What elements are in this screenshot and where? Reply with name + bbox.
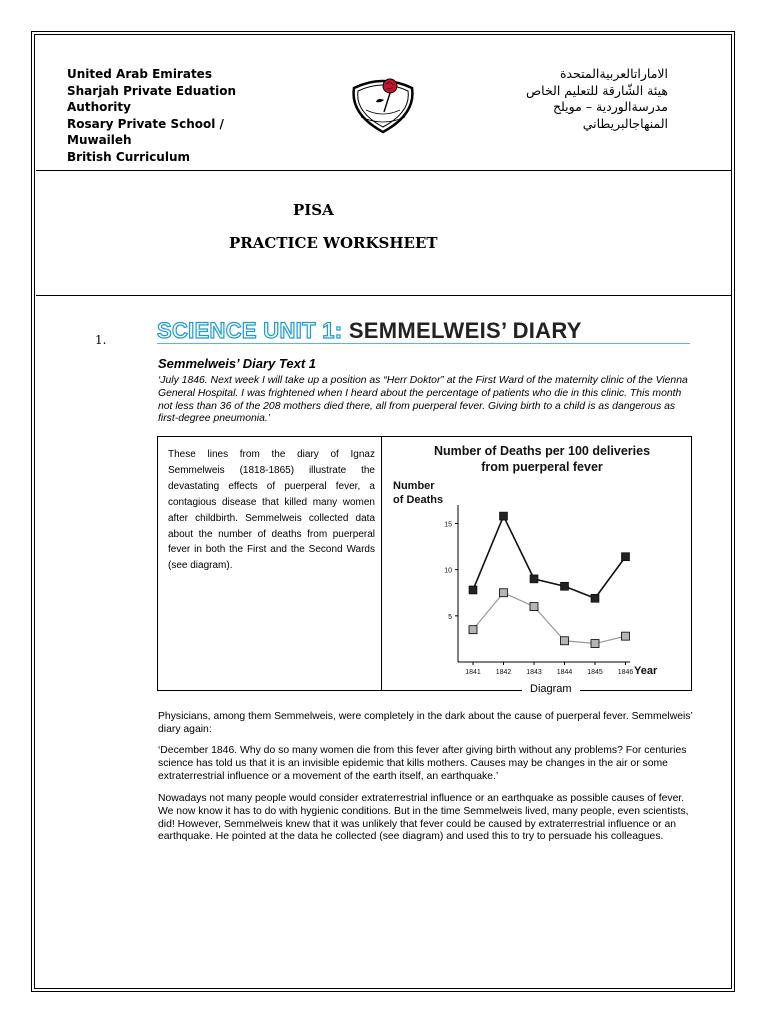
chart-title-line-2: from puerperal fever <box>481 460 603 474</box>
x-tick-label: 1846 <box>617 669 634 676</box>
header-arabic <box>526 66 668 132</box>
x-tick-label: 1843 <box>526 669 542 676</box>
data-point <box>530 603 538 611</box>
header-divider <box>36 170 732 171</box>
worksheet-title: PRACTICE WORKSHEET <box>229 234 438 252</box>
deaths-chart <box>383 437 690 689</box>
x-tick-label: 1845 <box>587 669 603 676</box>
x-axis-label: Year <box>634 665 658 677</box>
header-line: Sharjah Private Eduation <box>67 83 236 98</box>
y-axis-label-line-2: of Deaths <box>393 494 444 506</box>
worksheet-title-pisa: PISA <box>293 201 334 219</box>
series-line-2 <box>473 593 626 644</box>
diary-quote-1: ‘July 1846. Next week I will take up a position as “Herr Doktor” at the First Ward of the maternity clinic of the Vienna General Hospital. I was frightened when I heard about the percentage of patients who die in this clinic. This month not less than 36 of the 208 mothers died there, all from puerperal fever. Giving birth to a child is as dangerous as first-degree pneumonia.’ <box>158 375 688 425</box>
intro-text: These lines from the diary of Ignaz Semmelweis (1818-1865) illustrate the devastating effects of puerperal fever, a contagious disease that killed many women after childbirth. Semmelweis collected data about the number of deaths from puerperal fever in both the First and the Second Wards (see diagram). <box>168 449 375 572</box>
header-english <box>67 66 236 165</box>
header-line: British Curriculum <box>67 149 191 164</box>
text-subheading: Semmelweis’ Diary Text 1 <box>158 356 317 371</box>
unit-title <box>157 318 582 344</box>
unit-title-underline <box>157 343 690 344</box>
header-line: Muwaileh <box>67 133 132 147</box>
chart-title-line-1: Number of Deaths per 100 deliveries <box>433 444 651 458</box>
data-point <box>469 586 477 594</box>
x-tick-label: 1842 <box>495 669 512 676</box>
question-number: 1. <box>95 333 107 347</box>
data-point <box>500 589 508 597</box>
title-divider <box>36 295 732 296</box>
data-point <box>469 626 477 634</box>
header-line: Authority <box>67 100 131 114</box>
data-point <box>561 637 569 645</box>
diagram-caption: Diagram <box>522 683 580 695</box>
x-tick-label: 1844 <box>556 669 573 676</box>
series-line-1 <box>473 516 626 598</box>
header-line-ar: المنهاجالبريطاني <box>582 115 668 131</box>
header-line: United Arab Emirates <box>67 67 212 81</box>
data-point <box>591 640 599 648</box>
data-point <box>500 512 508 520</box>
unit-title-lead: SCIENCE UNIT 1: <box>157 318 343 343</box>
paragraph-2: Nowadays not many people would consider extraterrestrial influence or an earthquake as possible causes of fever. We now know it has to do with hygienic conditions. But in the time Semmelweis lived, many people, even scientists, did! However, Semmelweis knew that it was unlikely that fever could be caused by extraterrestrial influence or an earthquake. He pointed at the data he collected (see diagram) and used this to try to persuade his colleagues. <box>158 793 689 843</box>
data-point <box>622 553 630 561</box>
header-line-ar: الاماراتالعربيةالمتحدة <box>559 66 668 81</box>
data-point <box>561 582 569 590</box>
y-tick-label: 15 <box>444 521 452 529</box>
paragraph-1: Physicians, among them Semmelweis, were completely in the dark about the cause of puerperal fever. Semmelweis’ diary again: <box>158 711 693 735</box>
unit-title-rest: SEMMELWEIS’ DIARY <box>342 318 582 343</box>
header-line-ar: مدرسةالوردية – مويلح <box>552 99 668 114</box>
y-tick-label: 5 <box>448 613 452 621</box>
header-line: Rosary Private School / <box>67 116 224 131</box>
header-line-ar: هيئة الشّارقة للتعليم الخاص <box>526 82 668 98</box>
diary-quote-2: ‘December 1846. Why do so many women die from this fever after giving birth without any problems? For centuries science has told us that it is an invisible epidemic that kills mothers. Causes may be changes in the air or some extraterrestrial influence or a movement of the earth itself, an earthquake.’ <box>158 745 687 782</box>
data-point <box>591 594 599 602</box>
school-logo <box>346 70 420 136</box>
data-point <box>530 575 538 583</box>
data-point <box>622 632 630 640</box>
x-tick-label: 1841 <box>465 669 481 676</box>
diagram-box-divider <box>381 436 382 691</box>
y-tick-label: 10 <box>444 567 452 575</box>
y-axis-label-line-1: Number <box>393 480 435 492</box>
